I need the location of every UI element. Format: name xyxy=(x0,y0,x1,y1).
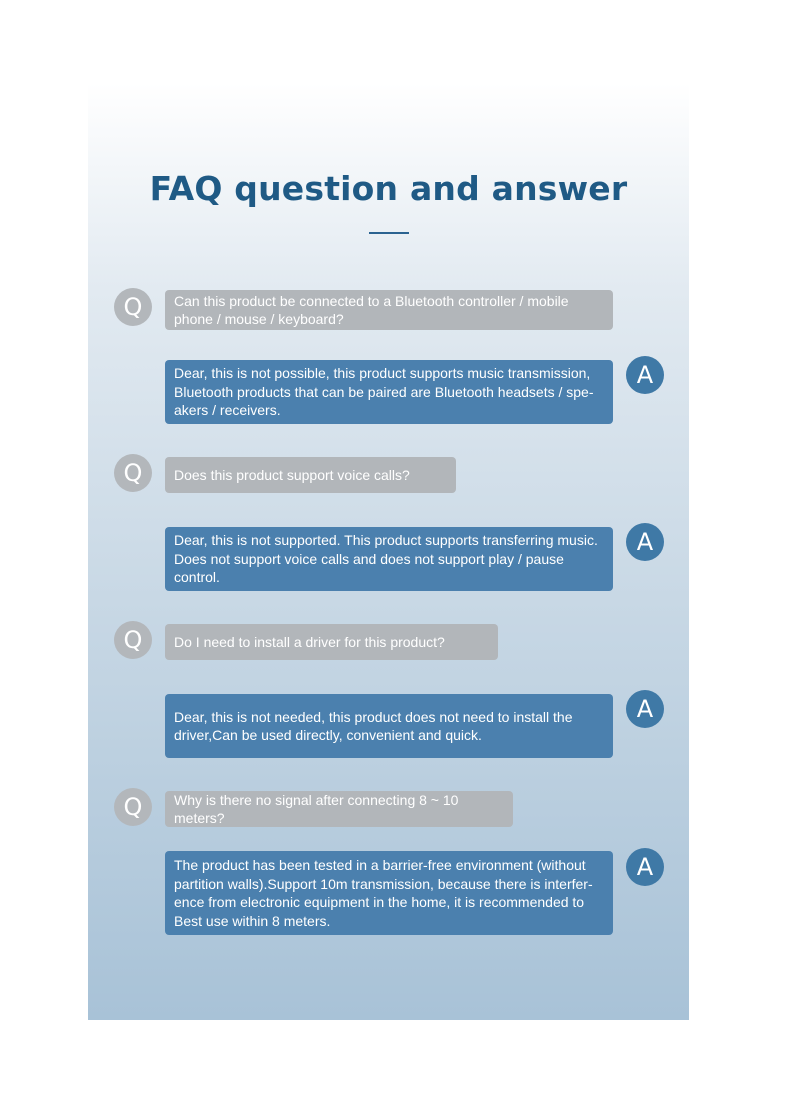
question-text: Can this product be connected to a Bluetooth controller / mobile phone / mouse / keyboard? xyxy=(174,292,569,327)
question-bubble xyxy=(165,791,513,827)
question-bubble xyxy=(165,290,613,330)
question-text: Do I need to install a driver for this product? xyxy=(174,633,445,650)
answer-text: Dear, this is not possible, this product supports music transmission, Bluetooth products that can be paired are Bluetooth headsets / spe- akers / receivers. xyxy=(174,365,594,419)
answer-bubble xyxy=(165,527,613,591)
answer-bubble xyxy=(165,360,613,424)
answer-text: Dear, this is not needed, this product does not need to install the driver,Can be used directly, convenient and quick. xyxy=(174,708,573,743)
faq-panel xyxy=(88,83,689,1020)
answer-text: Dear, this is not supported. This product supports transferring music. Does not support voice calls and does not support play / pause control. xyxy=(174,532,598,586)
answer-badge-icon: A xyxy=(626,523,664,561)
answer-badge-icon: A xyxy=(626,356,664,394)
answer-text: The product has been tested in a barrier-free environment (without partition walls).Support 10m transmission, because there is interfer- ence from electronic equipment in the home, it is recommended to Best use within 8 meters. xyxy=(174,857,593,929)
question-badge-icon: Q xyxy=(114,621,152,659)
answer-bubble xyxy=(165,694,613,758)
answer-badge-icon: A xyxy=(626,848,664,886)
question-text: Does this product support voice calls? xyxy=(174,466,410,483)
answer-bubble xyxy=(165,851,613,935)
page-title: FAQ question and answer xyxy=(149,169,628,208)
answer-badge-icon: A xyxy=(626,690,664,728)
question-bubble xyxy=(165,624,498,660)
question-badge-icon: Q xyxy=(114,454,152,492)
question-text: Why is there no signal after connecting 8 ~ 10 meters? xyxy=(174,791,459,826)
title-divider xyxy=(369,232,409,234)
question-badge-icon: Q xyxy=(114,788,152,826)
question-badge-icon: Q xyxy=(114,288,152,326)
question-bubble xyxy=(165,457,456,493)
